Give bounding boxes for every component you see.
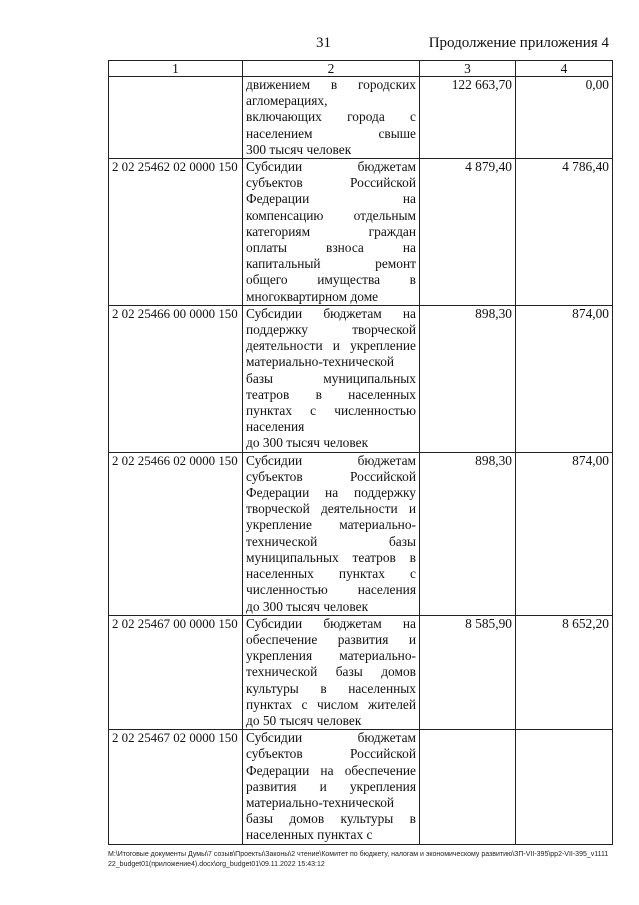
description-line: общего имущества в [246, 272, 416, 288]
budget-code-cell: 2 02 25467 02 0000 150 [109, 730, 243, 844]
table-row [109, 615, 613, 729]
amount-col3-cell: 898,30 [420, 305, 516, 452]
description-line: Субсидии бюджетам [246, 452, 416, 468]
description-line: до 300 тысяч человек [246, 435, 369, 451]
description-line: технической базы [246, 533, 416, 549]
description-line: населенных пунктах с [246, 566, 416, 582]
table-row [109, 730, 613, 844]
description-cell [243, 615, 420, 729]
description-line: муниципальных театров в [246, 549, 416, 565]
description-line: субъектов Российской [246, 468, 416, 484]
budget-code-cell: 2 02 25466 00 0000 150 [109, 305, 243, 452]
description-line: численностью населения [246, 582, 416, 598]
description-line: материально-технической [246, 354, 395, 370]
column-header: 4 [516, 61, 613, 77]
footer-file-path: М:\Итоговые документы Думы\7 созыв\Проекты\Законы\2 чтение\Комитет по бюджету, налогам и экономическому развитию\ЗП-VII-395\рр2-VII-395_v111122_budget01(приложение4).docx\org_budget01\09.11.2022 15:43:12 [108, 851, 609, 868]
description-line: театров в населенных [246, 386, 416, 402]
description-line: компенсацию отдельным [246, 207, 416, 223]
description-line: включающих города с [246, 109, 416, 125]
description-cell [243, 452, 420, 615]
table-body [109, 77, 613, 845]
description-line: оплаты взноса на [246, 240, 416, 256]
description-line: до 50 тысяч человек [246, 712, 362, 728]
description-line: 300 тысяч человек [246, 141, 352, 157]
budget-code-cell [109, 77, 243, 159]
table-row [109, 452, 613, 615]
amount-col4-cell: 4 786,40 [516, 159, 613, 306]
budget-code-cell: 2 02 25462 02 0000 150 [109, 159, 243, 306]
description-line: движением в городских [246, 77, 416, 92]
description-line: Субсидии бюджетам на [246, 305, 416, 321]
description-line: агломерациях, [246, 93, 328, 109]
description-line: населением свыше [246, 125, 416, 141]
description-line: творческой деятельности и [246, 501, 416, 517]
description-cell [243, 159, 420, 306]
amount-col4-cell [516, 730, 613, 844]
budget-code-cell: 2 02 25466 02 0000 150 [109, 452, 243, 615]
description-line: капитальный ремонт [246, 256, 416, 272]
description-line: материально-технической [246, 794, 395, 810]
table-row [109, 77, 613, 159]
description-line: категориям граждан [246, 223, 416, 239]
description-line: пунктах с числом жителей [246, 696, 416, 712]
description-line: субъектов Российской [246, 746, 416, 762]
column-number-row [109, 61, 613, 77]
column-header: 1 [109, 61, 243, 77]
amount-col3-cell: 122 663,70 [420, 77, 516, 159]
description-line: Субсидии бюджетам [246, 159, 416, 175]
description-line: укрепление материально- [246, 517, 416, 533]
amount-col4-cell: 0,00 [516, 77, 613, 159]
description-cell [243, 305, 420, 452]
description-line: Субсидии бюджетам на [246, 615, 416, 631]
description-line: поддержку творческой [246, 322, 416, 338]
description-line: населенных пунктах с [246, 827, 373, 843]
description-line: обеспечение развития и [246, 631, 416, 647]
description-line: деятельности и укрепление [246, 338, 416, 354]
appendix-continuation-title: Продолжение приложения 4 [428, 35, 609, 51]
amount-col4-cell: 874,00 [516, 305, 613, 452]
description-line: Субсидии бюджетам [246, 730, 416, 746]
description-line: Федерации на [246, 191, 416, 207]
description-line: субъектов Российской [246, 175, 416, 191]
description-line: технической базы домов [246, 664, 416, 680]
description-line: развития и укрепления [246, 778, 416, 794]
description-line: пунктах с численностью [246, 403, 416, 419]
amount-col3-cell [420, 730, 516, 844]
description-line: культуры в населенных [246, 680, 416, 696]
description-line: Федерации на поддержку [246, 485, 416, 501]
column-header: 2 [243, 61, 420, 77]
description-line: Федерации на обеспечение [246, 762, 416, 778]
description-line: укрепления материально- [246, 648, 416, 664]
description-cell [243, 77, 420, 159]
table-row [109, 305, 613, 452]
description-line: многоквартирном доме [246, 288, 379, 304]
description-line: до 300 тысяч человек [246, 598, 369, 614]
description-line: базы домов культуры в [246, 811, 416, 827]
budget-code-cell: 2 02 25467 00 0000 150 [109, 615, 243, 729]
table-row [109, 159, 613, 306]
budget-table [108, 60, 613, 845]
amount-col4-cell: 874,00 [516, 452, 613, 615]
description-line: базы муниципальных [246, 370, 416, 386]
description-cell [243, 730, 420, 844]
amount-col3-cell: 4 879,40 [420, 159, 516, 306]
amount-col3-cell: 8 585,90 [420, 615, 516, 729]
page-number: 31 [316, 35, 331, 51]
amount-col4-cell: 8 652,20 [516, 615, 613, 729]
amount-col3-cell: 898,30 [420, 452, 516, 615]
column-header: 3 [420, 61, 516, 77]
description-line: населения [246, 419, 305, 435]
